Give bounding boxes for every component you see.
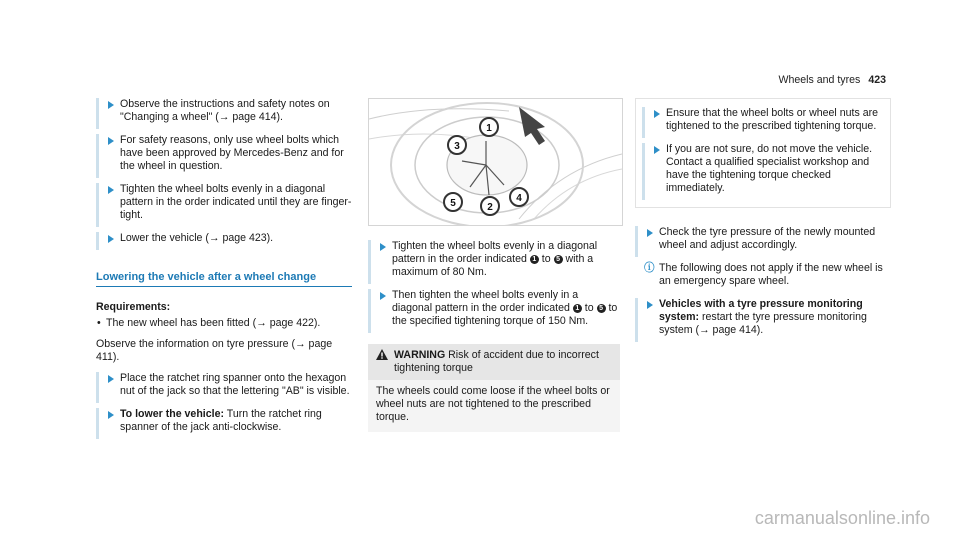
step-arrow-icon [108, 137, 114, 145]
header-title: Wheels and tyres [778, 74, 861, 86]
step-arrow-icon [108, 101, 114, 109]
instruction-step [96, 372, 352, 398]
section-heading: Lowering the vehicle after a wheel change [96, 271, 352, 287]
boxed-warning-steps [635, 98, 891, 208]
step-bold-lead: To lower the vehicle: [120, 408, 224, 420]
step-badge: 5 [597, 304, 606, 313]
step-text: Place the ratchet ring spanner onto the hexagon nut of the jack so that the lettering "AB" is visible. [120, 372, 350, 397]
step-arrow-icon [108, 375, 114, 383]
bolt-badge: 1 [486, 123, 492, 134]
step-bold-lead: Vehicles with a tyre pressure monitoring system: [659, 298, 863, 323]
step-badge: 1 [530, 255, 539, 264]
column-middle [368, 98, 620, 432]
instruction-step: Ensure that the wheel bolts or wheel nuts are tightened to the prescribed tightening torque. [642, 107, 882, 133]
instruction-step [96, 232, 352, 245]
page-header [778, 74, 886, 87]
step-text: Tighten the wheel bolts evenly in a diagonal pattern in the order indicated until they are finger-tight. [120, 183, 352, 221]
instruction-step: Tighten the wheel bolts evenly in a diagonal pattern in the order indicated 1 to 5 with a maximum of 80 Nm. [368, 240, 620, 279]
watermark: carmanualsonline.info [754, 508, 930, 528]
instruction-step: Vehicles with a tyre pressure monitoring system: restart the tyre pressure monitoring system (→ page 414). [635, 298, 892, 337]
step-badge: 1 [573, 304, 582, 313]
observe-note: Observe the information on tyre pressure (→ page 411). [96, 338, 333, 363]
step-badge: 5 [554, 255, 563, 264]
column-left [96, 98, 352, 444]
step-arrow-icon [654, 110, 660, 118]
warning-body: The wheels could come loose if the wheel bolts or wheel nuts are not tightened to the prescribed torque. [376, 385, 610, 423]
step-arrow-icon [647, 229, 653, 237]
wheel-illustration-svg [369, 99, 622, 225]
instruction-step [96, 183, 352, 222]
step-arrow-icon [380, 243, 386, 251]
wheel-bolt-illustration [368, 98, 623, 226]
step-text: Lower the vehicle (→ page 423). [120, 232, 274, 244]
step-text: For safety reasons, only use wheel bolts which have been approved by Mercedes-Benz and for the wheel in question. [120, 134, 344, 172]
bolt-badge: 4 [516, 193, 522, 204]
step-text: Turn the ratchet ring spanner of the jack anti-clockwise. [120, 408, 322, 433]
bullet-dot: • [97, 317, 101, 329]
instruction-step: If you are not sure, do not move the vehicle. Contact a qualified specialist workshop and have the tightening torque checked immediately. [642, 143, 882, 195]
warning-label: WARNING [394, 349, 446, 361]
warning-header [368, 344, 620, 380]
step-text: Observe the instructions and safety notes on "Changing a wheel" (→ page 414). [120, 98, 330, 123]
info-note: ⓘ The following does not apply if the new wheel is an emergency spare wheel. [644, 262, 883, 287]
step-arrow-icon [108, 411, 114, 419]
warning-triangle-icon [376, 349, 388, 364]
step-arrow-icon [108, 186, 114, 194]
instruction-step: Check the tyre pressure of the newly mounted wheel and adjust accordingly. [635, 226, 892, 252]
instruction-step [96, 408, 352, 434]
bolt-badge: 5 [450, 198, 456, 209]
column-right [635, 98, 892, 347]
instruction-step [96, 98, 352, 124]
requirement-item: • The new wheel has been fitted (→ page 422). [97, 317, 321, 329]
info-icon: ⓘ [644, 262, 655, 274]
step-arrow-icon [654, 146, 660, 154]
step-arrow-icon [647, 301, 653, 309]
step-arrow-icon [380, 292, 386, 300]
bolt-badge: 2 [487, 202, 493, 213]
requirements-label: Requirements: [96, 301, 171, 313]
instruction-step: Then tighten the wheel bolts evenly in a diagonal pattern in the order indicated 1 to 5 to the specified tightening torque of 150 Nm. [368, 289, 620, 328]
page-number: 423 [868, 74, 886, 86]
warning-box [368, 344, 620, 432]
bolt-badge: 3 [454, 141, 460, 152]
step-arrow-icon [108, 235, 114, 243]
instruction-step [96, 134, 352, 173]
warning-title: Risk of accident due to incorrect tightening torque [394, 349, 599, 374]
